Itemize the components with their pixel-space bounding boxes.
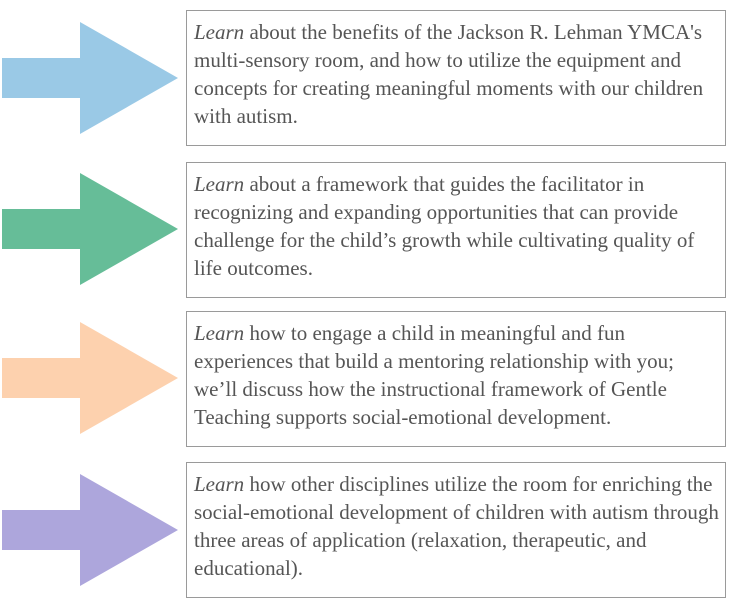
learning-objective-box <box>186 462 726 598</box>
objective-text: how other disciplines utilize the room for enriching the social-emotional development of children with autism through three areas of application (relaxation, therapeutic, and educational). <box>194 472 719 580</box>
arrow-shape <box>2 322 178 434</box>
objective-text: how to engage a child in meaningful and fun experiences that build a mentoring relationship with you; we’ll discuss how the instructional framework of Gentle Teaching supports social-emotional development. <box>194 321 674 429</box>
lead-word: Learn <box>194 20 245 44</box>
objective-text: about the benefits of the Jackson R. Lehman YMCA's multi-sensory room, and how to utilize the equipment and concepts for creating meaningful moments with our children with autism. <box>194 20 704 128</box>
learning-objective-box <box>186 311 726 447</box>
lead-word: Learn <box>194 472 245 496</box>
lead-word: Learn <box>194 172 245 196</box>
arrow-shape <box>2 173 178 285</box>
arrow-right-icon <box>2 474 178 586</box>
lead-word: Learn <box>194 321 245 345</box>
arrow-right-icon <box>2 173 178 285</box>
objective-text: about a framework that guides the facilitator in recognizing and expanding opportunities that can provide challenge for the child’s growth while cultivating quality of life outcomes. <box>194 172 695 280</box>
learning-objective-box <box>186 162 726 298</box>
arrow-shape <box>2 22 178 134</box>
arrow-right-icon <box>2 22 178 134</box>
arrow-shape <box>2 474 178 586</box>
learning-objective-box <box>186 10 726 146</box>
arrow-right-icon <box>2 322 178 434</box>
